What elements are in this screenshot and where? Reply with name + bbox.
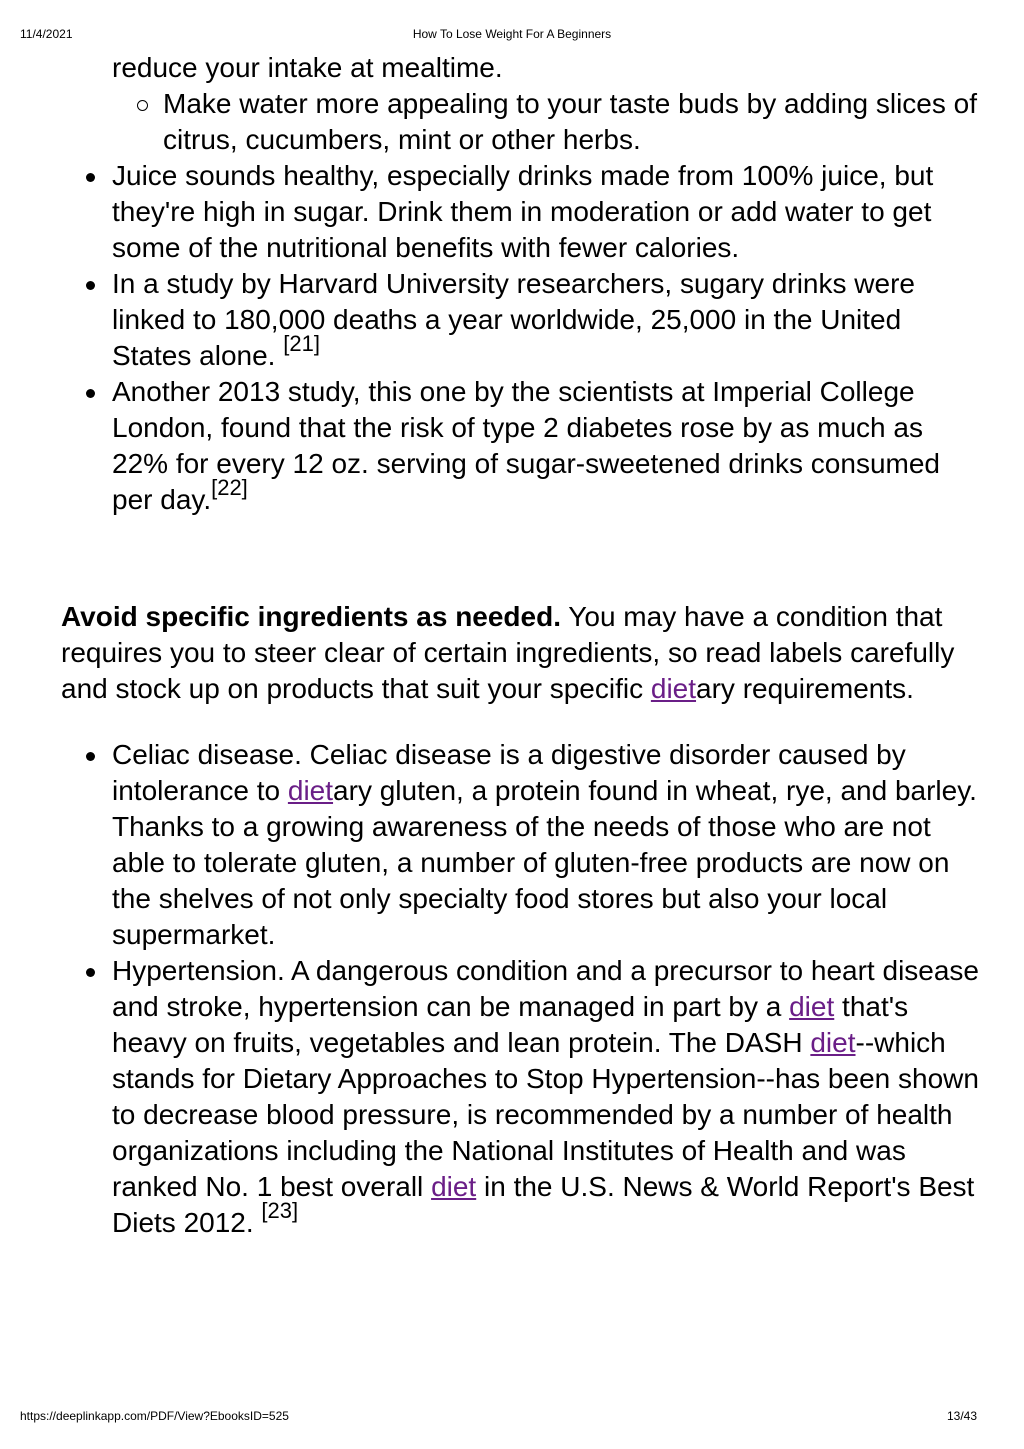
- list-item-text: Juice sounds healthy, especially drinks made from 100% juice, but they're high in sugar. Drink them in moderation or add water to get some of the nutritional benefits with fewer calories.: [112, 160, 934, 263]
- print-date: 11/4/2021: [20, 27, 73, 41]
- citation-ref[interactable]: [23]: [261, 1197, 299, 1223]
- bullet-icon: [86, 968, 95, 977]
- diet-link[interactable]: diet: [650, 673, 697, 704]
- list-item: [61, 737, 981, 953]
- sub-item-text: Make water more appealing to your taste buds by adding slices of citrus, cucumbers, mint or other herbs.: [163, 88, 978, 155]
- section-heading: Avoid specific ingredients as needed.: [61, 601, 561, 632]
- citation-ref[interactable]: [21]: [283, 330, 320, 356]
- page-content: [61, 50, 981, 1241]
- diet-link[interactable]: diet: [810, 1027, 856, 1058]
- bullet-icon: [86, 389, 95, 398]
- list-item: [61, 158, 981, 266]
- celiac-text: Celiac disease. Celiac disease is a digestive disorder caused by intolerance to: [112, 739, 906, 806]
- diet-link[interactable]: diet: [789, 991, 835, 1022]
- celiac-text-end: ary gluten, a protein found in wheat, rye, and barley. Thanks to a growing awareness of the needs of those who are not able to tolerate gluten, a number of gluten-free products are now on the shelves of not only specialty food stores but also your local supermarket.: [112, 775, 977, 950]
- print-url: https://deeplinkapp.com/PDF/View?EbooksID=525: [20, 1409, 289, 1423]
- list-item: [61, 374, 981, 518]
- diet-link[interactable]: diet: [287, 775, 334, 806]
- hypertension-text: that's heavy on fruits, vegetables and lean protein. The DASH: [112, 991, 909, 1058]
- bullet-icon: [86, 173, 95, 182]
- drinks-bullet-list: [61, 158, 981, 518]
- bullet-icon: [86, 281, 95, 290]
- list-item: [61, 266, 981, 374]
- sub-list-item: [163, 86, 981, 158]
- bullet-icon: [86, 752, 95, 761]
- print-title: How To Lose Weight For A Beginners: [412, 27, 612, 41]
- list-item: [61, 953, 981, 1241]
- conditions-bullet-list: [61, 737, 981, 1241]
- list-item-text: Another 2013 study, this one by the scientists at Imperial College London, found that the risk of type 2 diabetes rose by as much as 22% for every 12 oz. serving of sugar-sweetened drinks consumed per day.: [112, 376, 940, 515]
- hypertension-text: --which stands for Dietary Approaches to Stop Hypertension--has been shown to decrease blood pressure, is recommended by a number of health organizations including the National Institutes of Health and was ranked No. 1 best overall: [112, 1027, 979, 1202]
- page-number: 13/43: [946, 1409, 977, 1423]
- continuation-text: reduce your intake at mealtime.: [112, 52, 503, 83]
- circle-bullet-icon: [137, 100, 148, 111]
- hypertension-text: in the U.S. News & World Report's Best Diets 2012.: [112, 1171, 975, 1238]
- section-paragraph: [61, 599, 981, 707]
- section-body-end: ary requirements.: [696, 673, 914, 704]
- list-item-text: In a study by Harvard University researchers, sugary drinks were linked to 180,000 deaths a year worldwide, 25,000 in the United States alone.: [112, 268, 915, 371]
- diet-link[interactable]: diet: [431, 1171, 477, 1202]
- hypertension-text: Hypertension. A dangerous condition and a precursor to heart disease and stroke, hypertension can be managed in part by a: [112, 955, 980, 1022]
- citation-ref[interactable]: [22]: [211, 474, 248, 500]
- section-body: You may have a condition that requires you to steer clear of certain ingredients, so read labels carefully and stock up on products that suit your specific: [61, 601, 955, 704]
- sub-list: [61, 86, 981, 158]
